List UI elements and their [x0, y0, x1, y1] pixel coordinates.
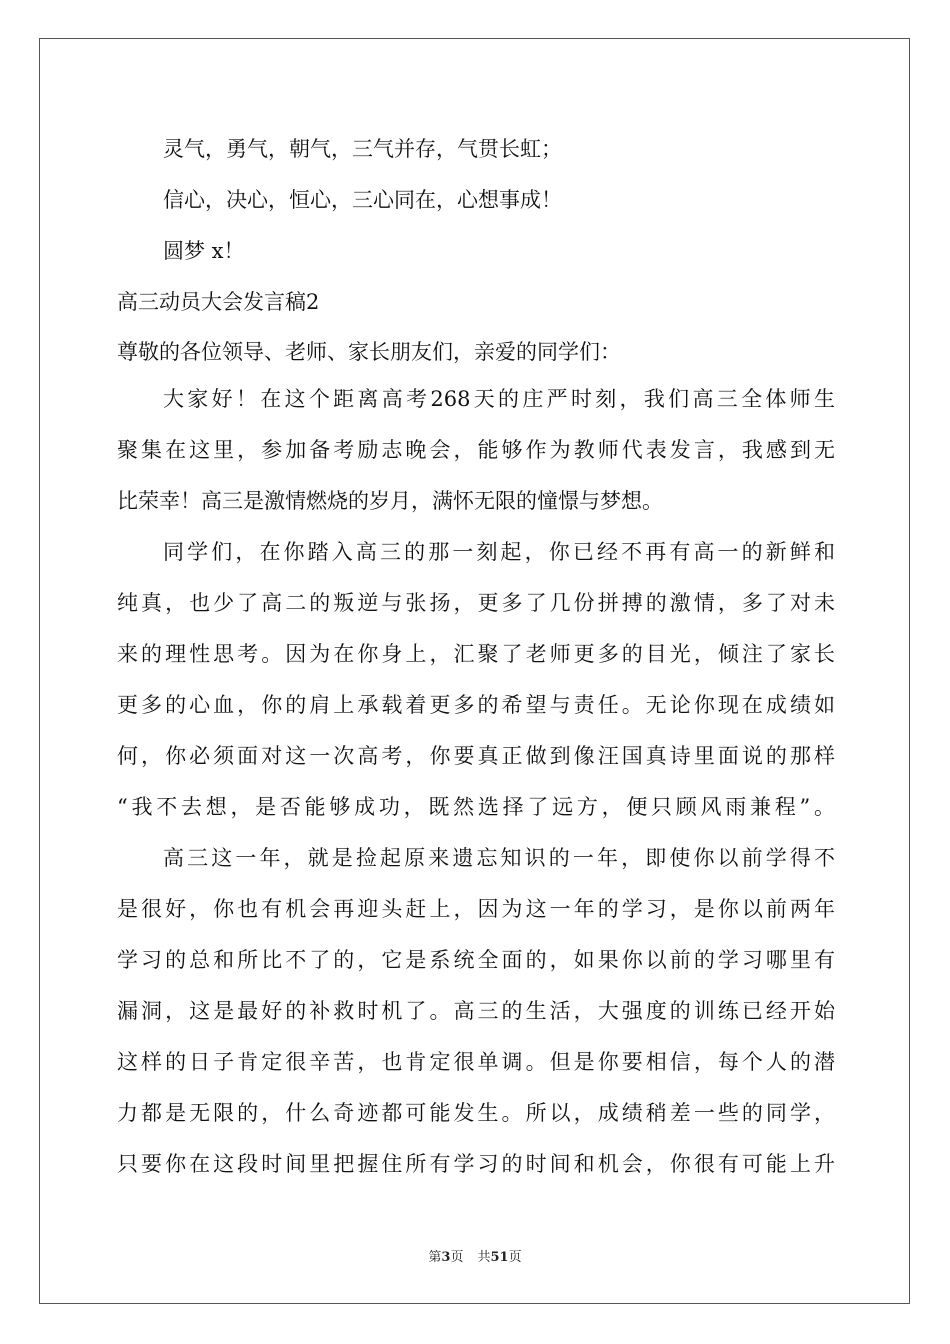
- text-line: 漏洞，这是最好的补救时机了。高三的生活，大强度的训练已经开始: [117, 999, 835, 1023]
- total-suffix: 页: [508, 1250, 522, 1265]
- text-line: 大家好！在这个距离高考268天的庄严时刻，我们高三全体师生: [163, 387, 835, 411]
- text-line: “我不去想，是否能够成功，既然选择了远方，便只顾风雨兼程”。: [117, 795, 835, 819]
- total-prefix: 共: [477, 1250, 491, 1265]
- page-footer: [0, 1246, 950, 1265]
- text-line: 力都是无限的，什么奇迹都可能发生。所以，成绩稍差一些的同学，: [117, 1101, 835, 1125]
- text-line: 学习的总和所比不了的，它是系统全面的，如果你以前的学习哪里有: [117, 948, 835, 972]
- page-number: 3: [441, 1250, 451, 1265]
- text-line: 这样的日子肯定很辛苦，也肯定很单调。但是你要相信，每个人的潜: [117, 1050, 835, 1074]
- text-line: 比荣幸！高三是激情燃烧的岁月，满怀无限的憧憬与梦想。: [117, 489, 663, 513]
- text-line: 同学们，在你踏入高三的那一刻起，你已经不再有高一的新鲜和: [163, 540, 835, 564]
- text-line: 聚集在这里，参加备考励志晚会，能够作为教师代表发言，我感到无: [117, 438, 835, 462]
- text-line: 信心，决心，恒心，三心同在，心想事成！: [163, 188, 562, 212]
- total-pages: 51: [490, 1250, 509, 1265]
- text-line: 纯真，也少了高二的叛逆与张扬，更多了几份拼搏的激情，多了对未: [117, 591, 835, 615]
- text-line: 来的理性思考。因为在你身上，汇聚了老师更多的目光，倾注了家长: [117, 642, 835, 666]
- page-suffix: 页: [450, 1250, 464, 1265]
- text-line: 只要你在这段时间里把握住所有学习的时间和机会，你很有可能上升: [117, 1152, 835, 1176]
- text-line: 灵气，勇气，朝气，三气并存，气贯长虹；: [163, 137, 562, 161]
- text-line: 更多的心血，你的肩上承载着更多的希望与责任。无论你现在成绩如: [117, 693, 835, 717]
- salutation: 尊敬的各位领导、老师、家长朋友们，亲爱的同学们：: [117, 340, 621, 364]
- text-line: 何，你必须面对这一次高考，你要真正做到像汪国真诗里面说的那样: [117, 744, 835, 768]
- page-prefix: 第: [428, 1250, 442, 1265]
- text-line: 圆梦 x！: [163, 239, 245, 263]
- text-line: 是很好，你也有机会再迎头赶上，因为这一年的学习，是你以前两年: [117, 897, 835, 921]
- text-line: 高三这一年，就是捡起原来遗忘知识的一年，即使你以前学得不: [163, 846, 835, 870]
- section-heading: 高三动员大会发言稿2: [117, 290, 320, 314]
